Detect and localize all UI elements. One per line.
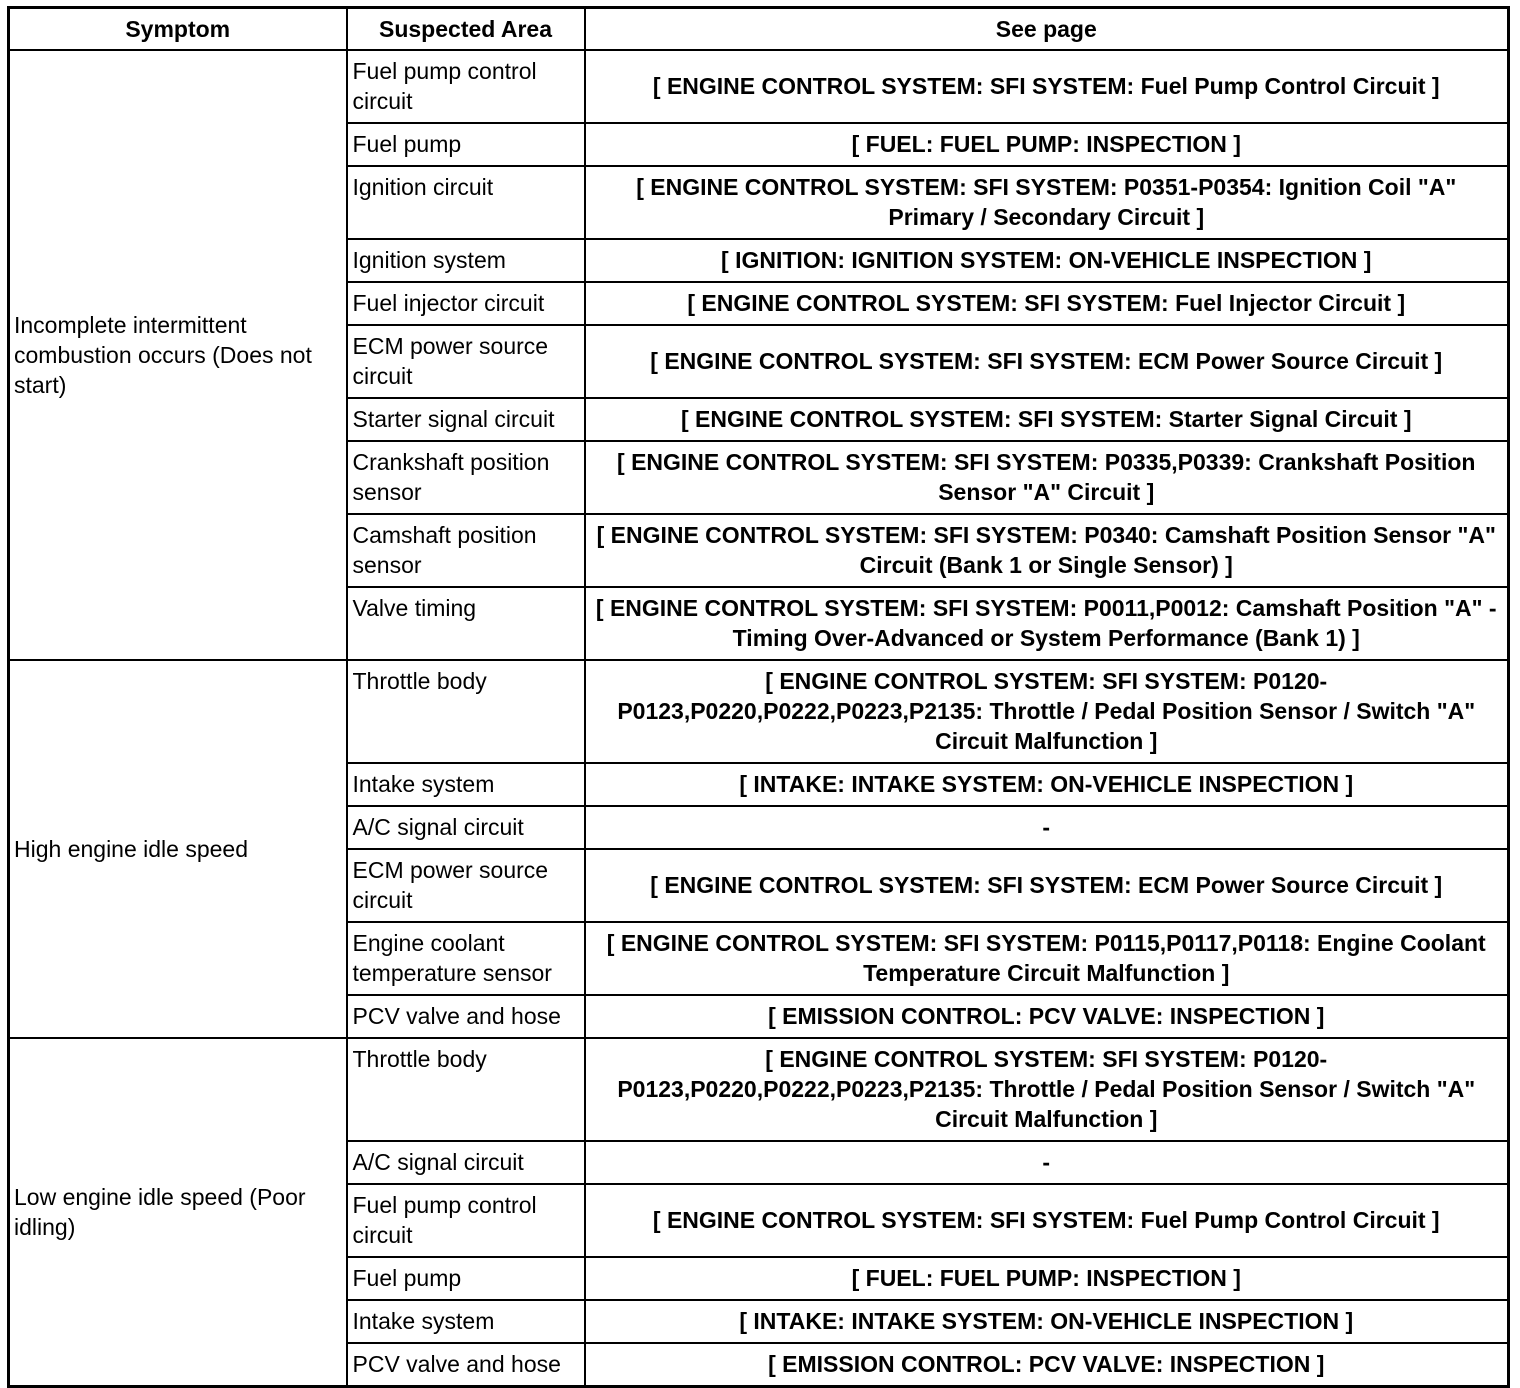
see-page-link[interactable]: [ INTAKE: INTAKE SYSTEM: ON-VEHICLE INSPECTION ]: [585, 1300, 1509, 1343]
suspected-area-cell: PCV valve and hose: [347, 995, 585, 1038]
suspected-area-cell: Ignition system: [347, 239, 585, 282]
see-page-link: -: [585, 806, 1509, 849]
suspected-area-cell: Camshaft position sensor: [347, 514, 585, 587]
see-page-link[interactable]: [ ENGINE CONTROL SYSTEM: SFI SYSTEM: P0340: Camshaft Position Sensor "A" Circuit (Bank 1 or Single Sensor) ]: [585, 514, 1509, 587]
suspected-area-cell: Valve timing: [347, 587, 585, 660]
see-page-link[interactable]: [ ENGINE CONTROL SYSTEM: SFI SYSTEM: Fuel Pump Control Circuit ]: [585, 1184, 1509, 1257]
suspected-area-cell: ECM power source circuit: [347, 325, 585, 398]
see-page-link: -: [585, 1141, 1509, 1184]
suspected-area-cell: Intake system: [347, 763, 585, 806]
see-page-link[interactable]: [ ENGINE CONTROL SYSTEM: SFI SYSTEM: P0011,P0012: Camshaft Position "A" - Timing Over-Advanced or System Performance (Bank 1) ]: [585, 587, 1509, 660]
table-row: [9, 50, 1509, 123]
header-see-page: See page: [585, 8, 1509, 51]
see-page-link[interactable]: [ ENGINE CONTROL SYSTEM: SFI SYSTEM: P0120-P0123,P0220,P0222,P0223,P2135: Throttle / Pedal Position Sensor / Switch "A" Circuit Malfunction ]: [585, 660, 1509, 763]
see-page-link[interactable]: [ ENGINE CONTROL SYSTEM: SFI SYSTEM: Fuel Injector Circuit ]: [585, 282, 1509, 325]
see-page-link[interactable]: [ EMISSION CONTROL: PCV VALVE: INSPECTION ]: [585, 995, 1509, 1038]
suspected-area-cell: Fuel pump: [347, 1257, 585, 1300]
symptom-cell: Incomplete intermittent combustion occurs (Does not start): [9, 50, 347, 660]
symptom-cell: High engine idle speed: [9, 660, 347, 1038]
see-page-link[interactable]: [ FUEL: FUEL PUMP: INSPECTION ]: [585, 123, 1509, 166]
header-suspected-area: Suspected Area: [347, 8, 585, 51]
suspected-area-cell: Intake system: [347, 1300, 585, 1343]
suspected-area-cell: Throttle body: [347, 1038, 585, 1141]
see-page-link[interactable]: [ IGNITION: IGNITION SYSTEM: ON-VEHICLE INSPECTION ]: [585, 239, 1509, 282]
suspected-area-cell: ECM power source circuit: [347, 849, 585, 922]
suspected-area-cell: A/C signal circuit: [347, 1141, 585, 1184]
suspected-area-cell: PCV valve and hose: [347, 1343, 585, 1387]
suspected-area-cell: Fuel injector circuit: [347, 282, 585, 325]
troubleshooting-table: [7, 6, 1510, 1388]
see-page-link[interactable]: [ ENGINE CONTROL SYSTEM: SFI SYSTEM: ECM Power Source Circuit ]: [585, 849, 1509, 922]
header-symptom: Symptom: [9, 8, 347, 51]
suspected-area-cell: A/C signal circuit: [347, 806, 585, 849]
see-page-link[interactable]: [ ENGINE CONTROL SYSTEM: SFI SYSTEM: P0335,P0339: Crankshaft Position Sensor "A" Circuit ]: [585, 441, 1509, 514]
suspected-area-cell: Fuel pump control circuit: [347, 1184, 585, 1257]
see-page-link[interactable]: [ INTAKE: INTAKE SYSTEM: ON-VEHICLE INSPECTION ]: [585, 763, 1509, 806]
see-page-link[interactable]: [ ENGINE CONTROL SYSTEM: SFI SYSTEM: P0351-P0354: Ignition Coil "A" Primary / Secondary Circuit ]: [585, 166, 1509, 239]
suspected-area-cell: Fuel pump control circuit: [347, 50, 585, 123]
see-page-link[interactable]: [ FUEL: FUEL PUMP: INSPECTION ]: [585, 1257, 1509, 1300]
table-row: [9, 1038, 1509, 1141]
suspected-area-cell: Crankshaft position sensor: [347, 441, 585, 514]
see-page-link[interactable]: [ ENGINE CONTROL SYSTEM: SFI SYSTEM: P0120-P0123,P0220,P0222,P0223,P2135: Throttle / Pedal Position Sensor / Switch "A" Circuit Malfunction ]: [585, 1038, 1509, 1141]
suspected-area-cell: Fuel pump: [347, 123, 585, 166]
suspected-area-cell: Starter signal circuit: [347, 398, 585, 441]
table-body: [9, 50, 1509, 1387]
suspected-area-cell: Throttle body: [347, 660, 585, 763]
table-row: [9, 660, 1509, 763]
see-page-link[interactable]: [ ENGINE CONTROL SYSTEM: SFI SYSTEM: ECM Power Source Circuit ]: [585, 325, 1509, 398]
see-page-link[interactable]: [ ENGINE CONTROL SYSTEM: SFI SYSTEM: P0115,P0117,P0118: Engine Coolant Temperature Circuit Malfunction ]: [585, 922, 1509, 995]
header-row: [9, 8, 1509, 51]
suspected-area-cell: Engine coolant temperature sensor: [347, 922, 585, 995]
see-page-link[interactable]: [ ENGINE CONTROL SYSTEM: SFI SYSTEM: Starter Signal Circuit ]: [585, 398, 1509, 441]
see-page-link[interactable]: [ EMISSION CONTROL: PCV VALVE: INSPECTION ]: [585, 1343, 1509, 1387]
suspected-area-cell: Ignition circuit: [347, 166, 585, 239]
see-page-link[interactable]: [ ENGINE CONTROL SYSTEM: SFI SYSTEM: Fuel Pump Control Circuit ]: [585, 50, 1509, 123]
symptom-cell: Low engine idle speed (Poor idling): [9, 1038, 347, 1387]
